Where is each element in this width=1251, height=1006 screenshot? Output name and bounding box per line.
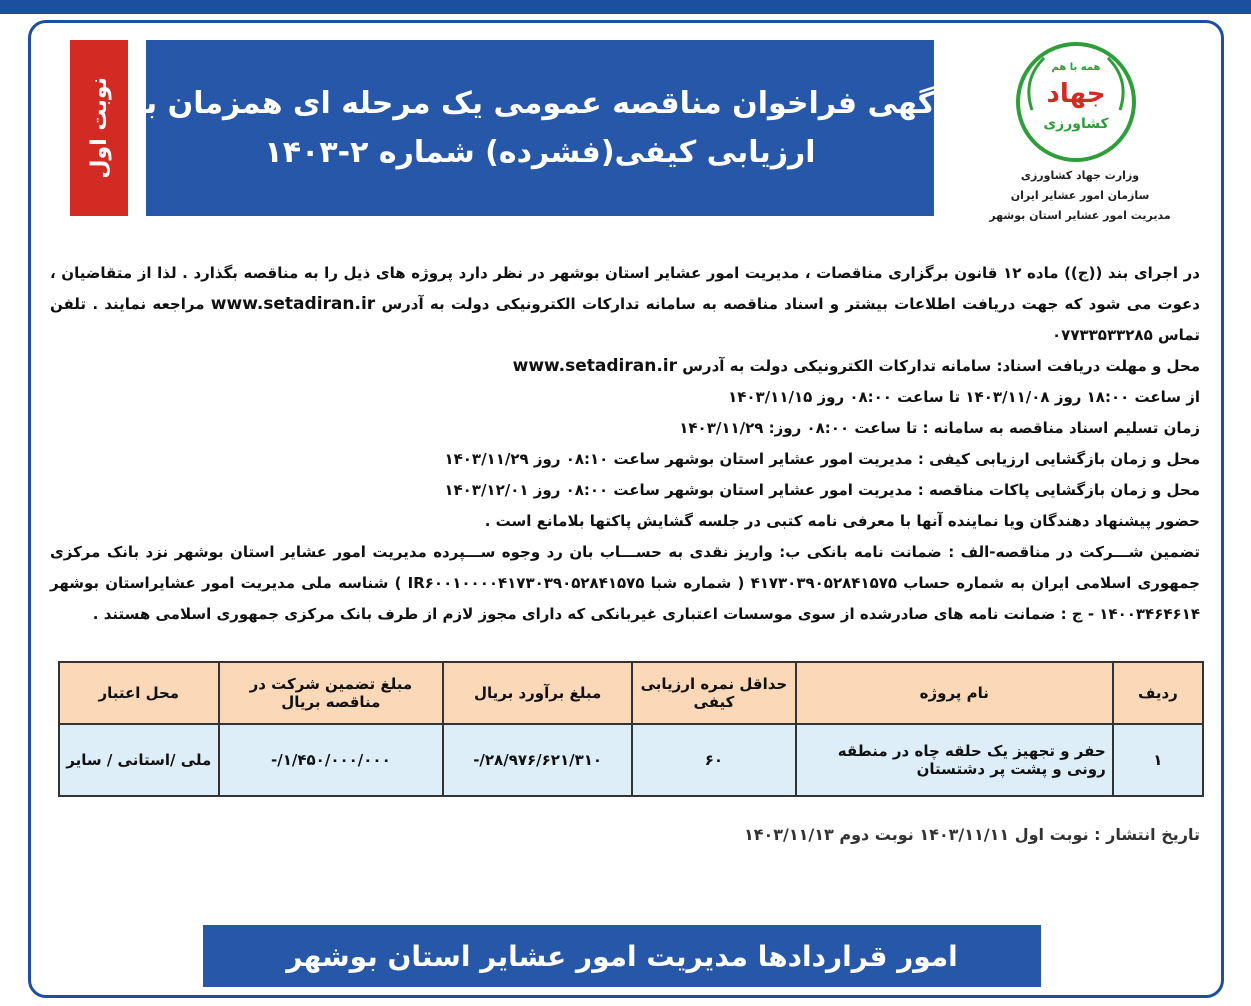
top-bar: [0, 0, 1251, 14]
col-credit-source: محل اعتبار: [59, 662, 219, 724]
cell-min-score: ۶۰: [632, 724, 796, 796]
announcement-body: [50, 258, 1200, 630]
title-line-2: ارزیابی کیفی(فشرده) شماره ۲-۱۴۰۳: [264, 135, 816, 170]
table-row: [59, 724, 1203, 796]
title-box: [134, 40, 946, 216]
col-row-number: ردیف: [1113, 662, 1203, 724]
title-line-1: آگهی فراخوان مناقصه عمومی یک مرحله ای همزمان با: [134, 86, 946, 121]
logo-top-text: همه با هم: [1051, 62, 1101, 73]
attendance-note: حضور پیشنهاد دهندگان ویا نماینده آنها با معرفی نامه کتبی در جلسه گشایش پاکتها بلامانع است .: [484, 512, 1200, 530]
document-period: از ساعت ۱۸:۰۰ روز ۱۴۰۳/۱۱/۰۸ تا ساعت ۰۸:۰۰ روز ۱۴۰۳/۱۱/۱۵: [728, 388, 1200, 406]
website-link-2[interactable]: www.setadiran.ir: [512, 356, 677, 376]
quality-opening: محل و زمان بازگشایی ارزیابی کیفی : مدیریت امور عشایر استان بوشهر ساعت ۰۸:۱۰ روز ۱۴۰۳/۱۱/۲۹: [444, 450, 1200, 468]
logo-main-text: جهاد: [1046, 79, 1106, 109]
intro-paragraph: در اجرای بند ((ج)) ماده ۱۲ قانون برگزاری مناقصات ، مدیریت امور عشایر استان بوشهر در نظر دارد پروژه های ذیل را به مناقصه بگذارد . لذا از متقاضیان ، دعوت می شود که جهت دریافت اطلاعات بیشتر و اسناد مناقصه به سامانه تدارکات الکترونیکی دولت به آدرس www.setadiran.ir مراجعه نمایند . تلفن تماس ۰۷۷۳۳۵۳۳۲۸۵: [50, 264, 1200, 344]
submission-deadline: زمان تسلیم اسناد مناقصه به سامانه : تا ساعت ۰۸:۰۰ روز: ۱۴۰۳/۱۱/۲۹: [679, 419, 1200, 437]
ribbon-label: نوبت اول: [86, 77, 112, 179]
projects-table: [58, 661, 1204, 797]
col-estimate: مبلغ برآورد بریال: [443, 662, 632, 724]
footer-banner: [203, 925, 1041, 987]
org-line-2: سازمان امور عشایر ایران: [1010, 189, 1150, 202]
publish-dates: تاریخ انتشار : نوبت اول ۱۴۰۳/۱۱/۱۱ نوبت دوم ۱۴۰۳/۱۱/۱۳: [743, 825, 1200, 844]
envelope-opening: محل و زمان بازگشایی پاکات مناقصه : مدیریت امور عشایر استان بوشهر ساعت ۰۸:۰۰ روز ۱۴۰۳/۱۲/۰۱: [444, 481, 1200, 499]
cell-credit-source: ملی /استانی / سایر: [59, 724, 219, 796]
footer-text: امور قراردادها مدیریت امور عشایر استان بوشهر: [286, 939, 958, 973]
cell-row-number: ۱: [1113, 724, 1203, 796]
website-link[interactable]: www.setadiran.ir: [210, 294, 376, 314]
org-line-1: وزارت جهاد کشاورزی: [1020, 169, 1140, 182]
ribbon-badge: [70, 40, 128, 216]
document-location: محل و مهلت دریافت اسناد: سامانه تدارکات الکترونیکی دولت به آدرس www.setadiran.ir: [512, 356, 1200, 376]
cell-estimate: ۲۸/۹۷۶/۶۲۱/۳۱۰/-: [443, 724, 632, 796]
jihad-agriculture-logo: [1014, 40, 1138, 164]
col-guarantee: مبلغ تضمین شرکت در مناقصه بریال: [219, 662, 444, 724]
cell-guarantee: ۱/۴۵۰/۰۰۰/۰۰۰/-: [219, 724, 444, 796]
col-project-name: نام پروژه: [796, 662, 1113, 724]
col-min-score: حداقل نمره ارزیابی کیفی: [632, 662, 796, 724]
table-header-row: [59, 662, 1203, 724]
guarantee-terms: تضمین شـــرکت در مناقصه-الف : ضمانت نامه بانکی ب: واریز نقدی به حســـاب بان رد وجوه ســـپرده مدیریت امور عشایر استان بوشهر نزد بانک مرکزی جمهوری اسلامی ایران به شماره حساب ۴۱۷۳۰۳۹۰۵۲۸۴۱۵۷۵ ( شماره شبا IR۶۰۰۱۰۰۰۰۴۱۷۳۰۳۹۰۵۲۸۴۱۵۷۵ ) شناسه ملی مدیریت امور عشایراستان بوشهر ۱۴۰۰۳۴۶۴۶۱۴ - ج : ضمانت نامه های صادرشده از سوی موسسات اعتباری غیربانکی که دارای مجوز لازم از طرف بانک مرکزی جمهوری اسلامی هستند .: [50, 543, 1200, 623]
org-line-3: مدیریت امور عشایر استان بوشهر: [989, 209, 1171, 222]
cell-project-name: حفر و تجهیز یک حلقه چاه در منطقه رونی و پشت پر دشتستان: [796, 724, 1113, 796]
logo-sub-text: کشاورزی: [1043, 116, 1109, 132]
organization-block: [960, 166, 1200, 226]
